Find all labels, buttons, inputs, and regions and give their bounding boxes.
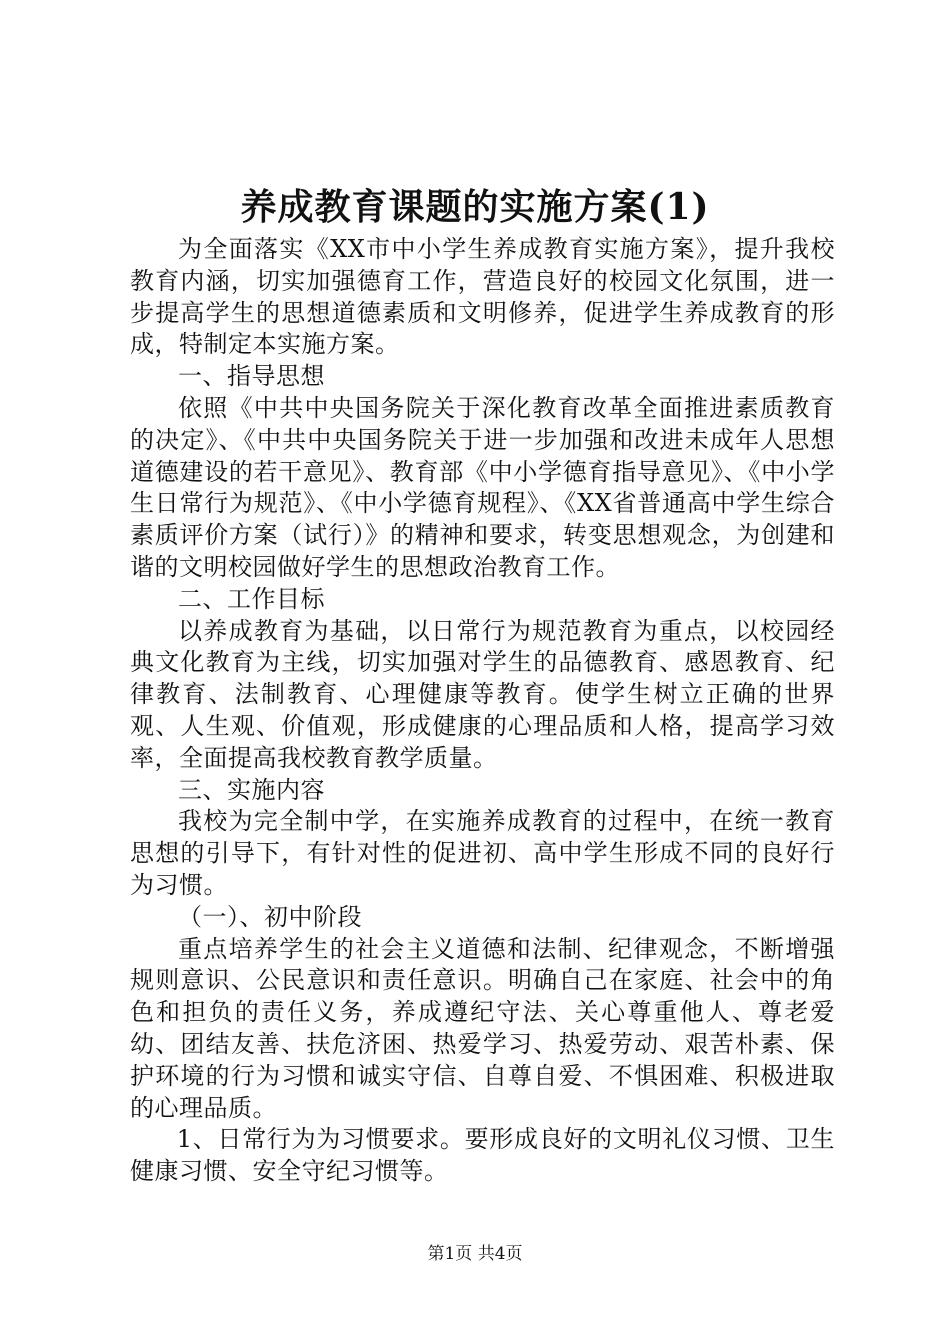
page-number-footer: 第1页 共4页 [427,1244,523,1264]
daily-habits-item: 1、日常行为为习惯要求。要形成良好的文明礼仪习惯、卫生健康习惯、安全守纪习惯等。 [130,1125,835,1186]
document-body [130,234,835,1188]
document-title: 养成教育课题的实施方案(1) [240,186,710,228]
work-goals-paragraph: 以养成教育为基础，以日常行为规范教育为重点，以校园经典文化教育为主线，切实加强对学生的品德教育、感恩教育、纪律教育、法制教育、心理健康等教育。使学生树立正确的世界观、人生观、价值观，形成健康的心理品质和人格，提高学习效率，全面提高我校教育教学质量。 [130,616,835,772]
section-heading-implementation: 三、实施内容 [178,775,325,804]
section-heading-guiding-ideology: 一、指导思想 [178,362,325,391]
implementation-paragraph: 我校为完全制中学，在实施养成教育的过程中，在统一教育思想的引导下，有针对性的促进初、高中学生形成不同的良好行为习惯。 [130,807,835,899]
intro-paragraph: 为全面落实《XX市中小学生养成教育实施方案》，提升我校教育内涵，切实加强德育工作，营造良好的校园文化氛围，进一步提高学生的思想道德素质和文明修养，促进学生养成教育的形成，特制定本实施方案。 [130,235,835,359]
junior-high-paragraph: 重点培养学生的社会主义道德和法制、纪律观念，不断增强规则意识、公民意识和责任意识。明确自己在家庭、社会中的角色和担负的责任义务，养成遵纪守法、关心尊重他人、尊老爱幼、团结友善、扶危济困、热爱学习、热爱劳动、艰苦朴素、保护环境的行为习惯和诚实守信、自尊自爱、不惧困难、积极进取的心理品质。 [130,934,835,1122]
section-heading-work-goals: 二、工作目标 [178,584,325,613]
guiding-ideology-paragraph: 依照《中共中央国务院关于深化教育改革全面推进素质教育的决定》、《中共中央国务院关于进一步加强和改进未成年人思想道德建设的若干意见》、教育部《中小学德育指导意见》、《中小学生日常行为规范》、《中小学德育规程》、《XX省普通高中学生综合素质评价方案（试行）》的精神和要求，转变思想观念，为创建和谐的文明校园做好学生的思想政治教育工作。 [130,393,835,581]
subsection-heading-junior-high: （一）、初中阶段 [178,902,362,931]
